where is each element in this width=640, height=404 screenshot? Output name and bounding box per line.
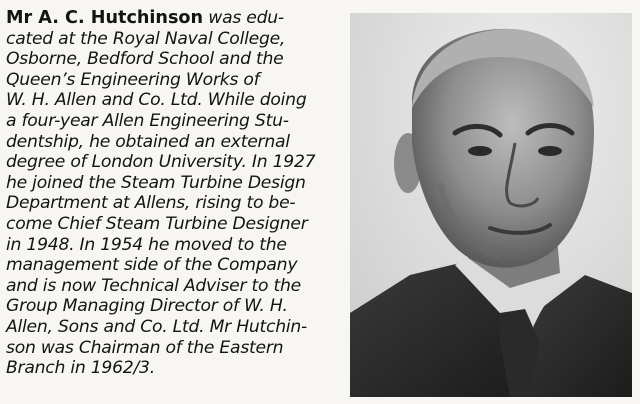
bio-line: cated at the Royal Naval College, <box>6 28 286 49</box>
bio-line: Osborne, Bedford School and the <box>6 49 284 70</box>
bio-line: he joined the Steam Turbine Design <box>6 172 306 193</box>
bio-line: come Chief Steam Turbine Designer <box>6 213 308 234</box>
bio-line: dentship, he obtained an external <box>6 131 290 152</box>
bio-line: son was Chairman of the Eastern <box>6 337 284 358</box>
bio-line: a four-year Allen Engineering Stu- <box>6 110 289 131</box>
bio-line: Queen’s Engineering Works of <box>6 69 260 90</box>
bio-line: and is now Technical Adviser to the <box>6 275 301 296</box>
portrait-illustration <box>350 13 632 397</box>
bio-line: Allen, Sons and Co. Ltd. Mr Hutchin- <box>6 316 307 337</box>
bio-line: degree of London University. In 1927 <box>6 152 316 173</box>
bio-line: W. H. Allen and Co. Ltd. While doing <box>6 90 307 111</box>
bio-line: Branch in 1962/3. <box>6 358 155 379</box>
bio-line: in 1948. In 1954 he moved to the <box>6 234 287 255</box>
bio-line-1: Mr A. C. Hutchinson was edu- <box>6 8 284 28</box>
person-name: Mr A. C. Hutchinson <box>6 8 204 28</box>
portrait-photo <box>350 13 632 397</box>
bio-line: Department at Allens, rising to be- <box>6 193 296 214</box>
biography-text <box>6 8 336 379</box>
bio-line: management side of the Company <box>6 255 298 276</box>
bio-line: Group Managing Director of W. H. <box>6 296 288 317</box>
